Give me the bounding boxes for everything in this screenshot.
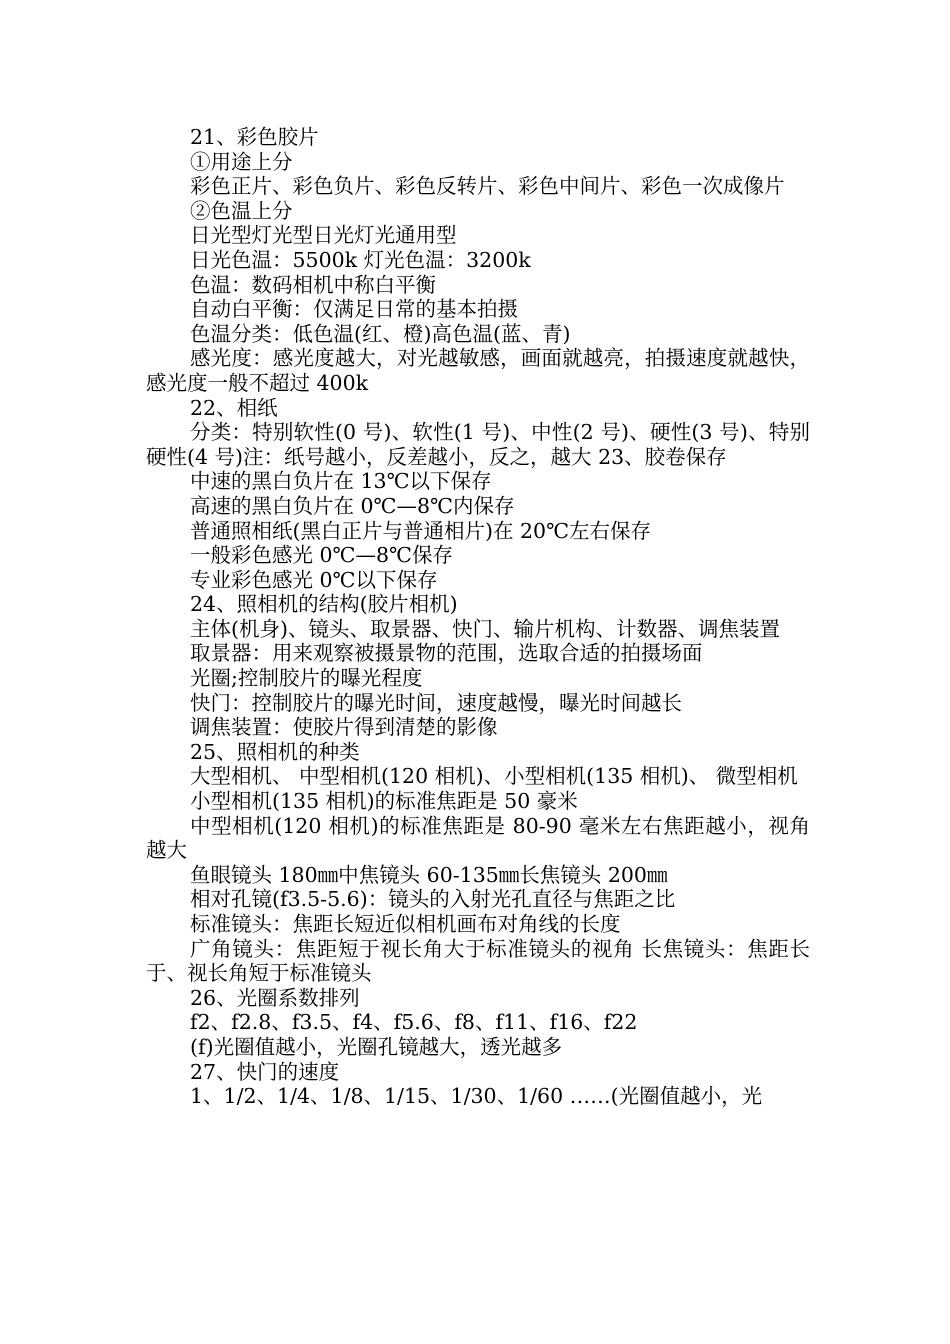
document-body [146, 125, 810, 1109]
paragraph: 取景器：用来观察被摄景物的范围，选取合适的拍摄场面 [190, 641, 703, 666]
paragraph: 感光度：感光度越大，对光越敏感，画面就越亮，拍摄速度就越快，感光度一般不超过 400k [146, 346, 810, 395]
paragraph: 快门：控制胶片的曝光时间，速度越慢，曝光时间越长 [190, 690, 682, 715]
paragraph: 鱼眼镜头 180㎜中焦镜头 60-135㎜长焦镜头 200㎜ [190, 862, 668, 887]
paragraph: 21、彩色胶片 [190, 125, 319, 149]
paragraph: 24、照相机的结构(胶片相机) [190, 592, 458, 617]
paragraph: f2、f2.8、f3.5、f4、f5.6、f8、f11、f16、f22 [190, 1010, 638, 1035]
paragraph: ②色温上分 [190, 198, 293, 223]
paragraph: 分类：特别软性(0 号)、软性(1 号)、中性(2 号)、硬性(3 号)、特别硬性(4 号)注：纸号越小，反差越小，反之，越大 23、胶卷保存 [146, 420, 810, 469]
paragraph: 普通照相纸(黑白正片与普通相片)在 20℃左右保存 [190, 518, 652, 543]
paragraph: 相对孔镜(f3.5-5.6)：镜头的入射光孔直径与焦距之比 [190, 887, 676, 912]
paragraph: 彩色正片、彩色负片、彩色反转片、彩色中间片、彩色一次成像片 [190, 174, 785, 199]
paragraph: (f)光圈值越小，光圈孔镜越大，透光越多 [190, 1034, 563, 1059]
paragraph: 广角镜头：焦距短于视长角大于标准镜头的视角 长焦镜头：焦距长于、视长角短于标准镜头 [146, 936, 810, 986]
paragraph: 色温分类：低色温(红、橙)高色温(蓝、青) [190, 321, 571, 346]
paragraph: 1、1/2、1/4、1/8、1/15、1/30、1/60 ……(光圈值越小，光 [190, 1084, 763, 1109]
paragraph: 高速的黑白负片在 0℃—8℃内保存 [190, 493, 515, 518]
paragraph: 26、光圈系数排列 [190, 985, 360, 1010]
paragraph: 27、快门的速度 [190, 1059, 340, 1084]
paragraph: 光圈;控制胶片的曝光程度 [190, 666, 423, 691]
paragraph: 色温：数码相机中称白平衡 [190, 272, 436, 297]
paragraph: 25、照相机的种类 [190, 739, 360, 764]
paragraph: 22、相纸 [190, 395, 278, 420]
paragraph: 标准镜头：焦距长短近似相机画布对角线的长度 [190, 912, 621, 936]
paragraph: 小型相机(135 相机)的标准焦距是 50 豪米 [190, 789, 578, 814]
paragraph: 中速的黑白负片在 13℃以下保存 [190, 469, 492, 494]
paragraph: 自动白平衡：仅满足日常的基本拍摄 [190, 297, 518, 322]
paragraph: 中型相机(120 相机)的标准焦距是 80-90 毫米左右焦距越小，视角越大 [146, 813, 810, 863]
paragraph: 日光色温：5500k 灯光色温：3200k [190, 247, 531, 272]
paragraph: 大型相机、 中型相机(120 相机)、小型相机(135 相机)、 微型相机 [190, 764, 798, 789]
paragraph: ①用途上分 [190, 149, 293, 174]
paragraph: 一般彩色感光 0℃—8℃保存 [190, 543, 453, 568]
paragraph: 调焦装置：使胶片得到清楚的影像 [190, 715, 498, 740]
paragraph: 专业彩色感光 0℃以下保存 [190, 567, 438, 592]
paragraph: 主体(机身)、镜头、取景器、快门、输片机构、计数器、调焦装置 [190, 616, 780, 641]
paragraph: 日光型灯光型日光灯光通用型 [190, 223, 457, 248]
